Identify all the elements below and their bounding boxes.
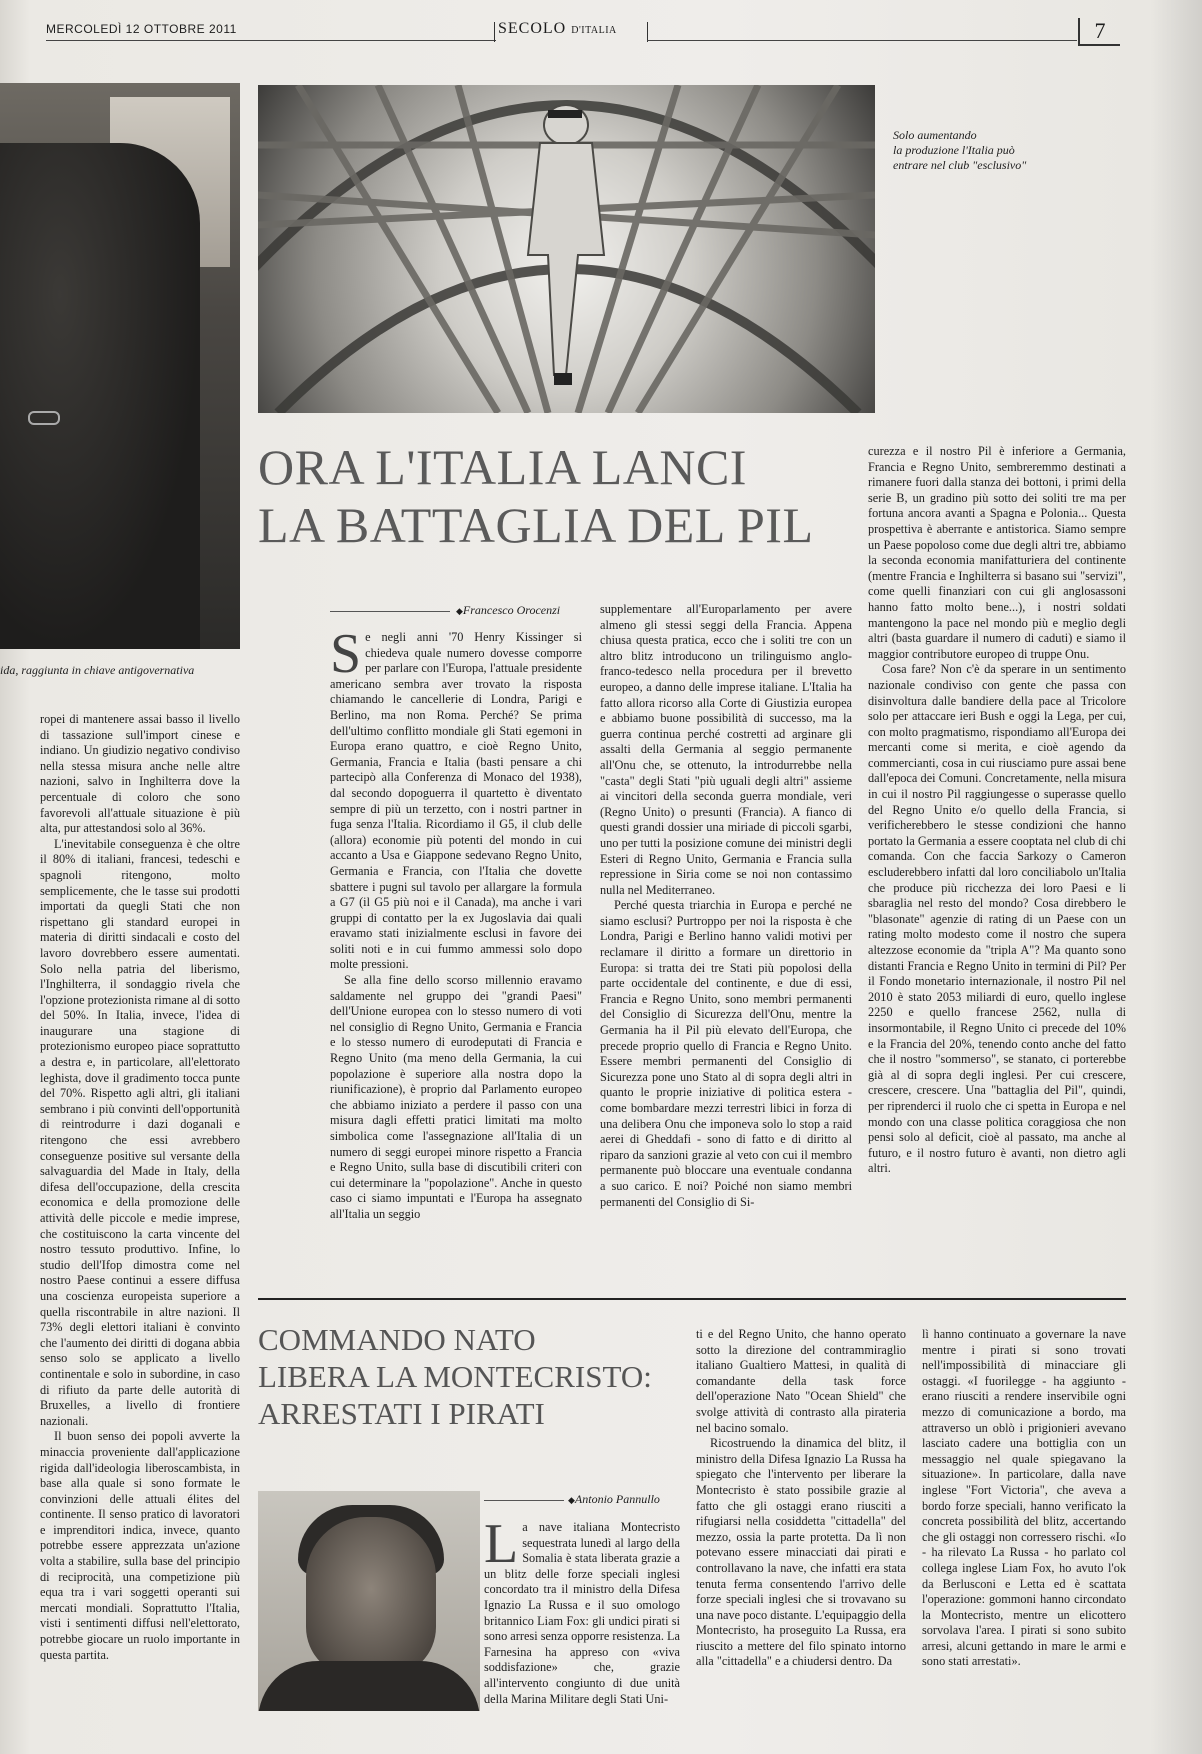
article2-headline (258, 1321, 718, 1432)
masthead (46, 20, 1121, 46)
headline-line: LA BATTAGLIA DEL PIL (258, 497, 814, 553)
masthead-bar-right (647, 22, 648, 42)
left-photo (0, 83, 240, 649)
article2-paragraph: ti e del Regno Unito, che hanno operato sotto la direzione del contrammiraglio italiano Gualtiero Mattesi, in qualità di comandante della task force dell'operazione Nato "Ocean Shield" che svolge attività di contrasto alla pirateria nel bacino somalo. (696, 1327, 906, 1435)
masthead-rule-right (647, 40, 1077, 41)
minister-portrait (258, 1491, 480, 1711)
dropcap: L (484, 1520, 519, 1575)
masthead-bar-left (494, 22, 495, 42)
worker-photo-illustration (258, 85, 875, 413)
article1-paragraph: supplementare all'Europarlamento per avere almeno gli stessi seggi della Francia. Appena chiusa questa pratica, ecco che i soliti tre con un altro blitz introducono un trilinguismo anglo-franco-tedesco nella procedura per il brevetto europeo, a danno delle imprese italiane. L'Italia ha fatto allora ricorso alla Corte di Giustizia europea e abbiamo buone possibilità di successo, ma la guerra continua perché costretti ad arginare gli assalti della Germania al seggio permanente all'Onu che, se ottenuto, la introdurrebbe nella "casta" degli Stati "più uguali degli altri" assieme ai vincitori della seconda guerra mondiale, veri (Regno Unito) o presunti (Francia). A fianco di questi grandi dossier una miriade di piccoli sgarbi, uno per tutti la posizione comune dei ministri degli Esteri di Regno Unito, Germania e Francia sulla repressione in Siria come se noi non contassimo nulla nel Mediterraneo. (600, 602, 852, 897)
masthead-rule-left (46, 40, 496, 41)
section-divider (258, 1298, 1126, 1300)
article1-paragraph: e negli anni '70 Henry Kissinger si chiedeva quale numero dovesse comporre per parlare con l'Europa, l'attuale presidente americano sembra aver trovato la risposta chiamando le cancellerie di Londra, Parigi e Berlino, ma non Roma. Perché? Se prima dell'ultimo conflitto mondiale gli Stati egemoni in Europa erano quattro, e cioè Regno Unito, Germania, Francia e Italia (basti pensare a chi partecipò alla Conferenza di Monaco del 1938), dal secondo dopoguerra il quartetto è diventato sempre di più un terzetto, con i nostri partner in fuga senza l'Italia. Ricordiamo il G5, il club delle (allora) economie più potenti del mondo in cui accanto a Usa e Giappone sedevano Regno Unito, Germania e Francia, con l'Italia che dovette sbattere i pugni sul tavolo per allargare la formula a G7 (il G5 più noi e il Canada), ma anche i vari gruppi di contatto per la ex Jugoslavia dai quali eravamo stati inizialmente esclusi in favore dei soliti noti e in cui fummo ammessi solo dopo molte pressioni. (330, 630, 582, 972)
article1-column-3 (868, 444, 1126, 1270)
masthead-title-main: SECOLO (498, 20, 567, 37)
byline-rule (330, 611, 450, 612)
article2-column-1 (484, 1520, 680, 1716)
article2-column-3 (922, 1327, 1126, 1717)
headline-line: LIBERA LA MONTECRISTO: (258, 1359, 652, 1394)
article1-paragraph: Se alla fine dello scorso millennio eravamo saldamente nel gruppo dei "grandi Paesi" dell'Unione europea con lo stesso numero di voti nel consiglio di Regno Unito, Germania e Francia e lo stesso numero di eurodeputati di Francia e Regno Unito (ma meno della Germania, la cui popolazione è superiore alla nostra dopo la riunificazione), è proprio dal Parlamento europeo che abbiamo iniziato a perdere il passo con una misura dagli effetti pratici limitati ma molto simbolica come l'assegnazione all'Italia di un numero di seggi europei minore rispetto a Francia e Regno Unito, sulla base di discutibili criteri con cui determinare la "popolazione". Anche in questo caso ci siamo impuntati e l'Europa ha assegnato all'Italia un seggio (330, 973, 582, 1221)
article2-paragraph: lì hanno continuato a governare la nave mentre i pirati si sono trovati nell'impossibilità di minacciare gli ostaggi. «I fuorilegge - ha aggiunto - erano riusciti a rendere inservibile ogni mezzo di comunicazione a bordo, ma attraverso un oblò i prigionieri avevano lasciato cadere una bottiglia con un messaggio nel quale spiegavano la situazione». In particolare, dalla nave inglese "Fort Victoria", che aveva a bordo forze speciali, hanno verificato la concreta possibilità del blitz, accertando che gli ostaggi non corressero rischi. «Io - ha rilevato La Russa - ho parlato col collega inglese Liam Fox, ho avuto l'ok da Berlusconi e Letta ed è scattata l'operazione: gommoni hanno circondato la Montecristo, mentre un elicottero sorvolava l'area. I pirati si sono subito arresi, alcuni gettando in mare le armi e sono stati arrestati». (922, 1327, 1126, 1669)
article1-paragraph: Cosa fare? Non c'è da sperare in un sentimento nazionale condiviso con gente che passa con disinvoltura dalle bandiere della pace al Tricolore solo per attaccare ieri Bush e oggi la Lega, per cui, con molto pragmatismo, rispondiamo all'Europa dei mercanti come si merita, e cioè agendo da commercianti, cosa in cui riusciamo pure assai bene dall'epoca dei Comuni. Concretamente, nella misura in cui il nostro Pil raggiungesse o superasse quello del Regno Unito e/o quello della Francia, si verificherebbero le stesse condizioni che hanno portato la Germania a essere cooptata nel club di chi comanda. Con che faccia Sarkozy o Cameron escluderebbero infatti dal loro conciliabolo un'Italia che produce più ricchezza dei loro Paesi e li sbaraglia nel resto del mondo? Cosa direbbero le "blasonate" agenzie di rating di un Paese con un rating molto modesto come il nostro che supera altezzose economie da "tripla A"? Ma quanto sono distanti Francia e Regno Unito in termini di Pil? Per il Fondo monetario internazionale, il nostro Pil nel 2010 è stato 2053 miliardi di euro, quello inglese 2250 e quello francese 2562, nulla di insormontabile, il Regno Unito ci precede del 10% e la Francia del 20%, tenendo conto anche del fatto che il nostro "sommerso", se stanato, ci porterebbe già al di sopra degli inglesi. Per cui crescere, crescere, crescere. Una "battaglia del Pil", quindi, per riprenderci il ruolo che ci spetta in Europa e nel mondo con una classe politica coraggiosa che non pensi solo al deficit, cioè al passato, ma anche al futuro, e il nostro futuro è avanti, non dietro agli altri. (868, 662, 1126, 1176)
article1-paragraph: curezza e il nostro Pil è inferiore a Germania, Francia e Regno Unito, sembreremmo destinati a rimanere fuori dalla stanza dei bottoni, i primi della serie B, un gradino più sotto dei soliti tre ma per fortuna ancora avanti a Spagna e Polonia... Questa prospettiva è aberrante e antistorica. Siamo sempre un Paese popoloso come due degli altri tre, abbiamo la seconda economia manifatturiera del continente (mentre Francia e Inghilterra si basano sui "servizi", come quelli finanziari con cui gli anglosassoni hanno fatto molto bene...), i nostri soldati mantengono la pace nel mondo più e meglio degli altri (basta guardare il numero di caduti) e siamo il maggior contributore europeo di truppe Onu. (868, 444, 1126, 661)
page-number: 7 (1078, 18, 1120, 46)
article1-headline (258, 438, 858, 554)
article1-column-2 (600, 602, 852, 1270)
article2-paragraph: a nave italiana Montecristo sequestrata lunedì al largo della Somalia è stata liberata grazie a un blitz delle forze speciali inglesi concordato tra il ministro della Difesa Ignazio La Russa e il suo omologo britannico Liam Fox: gli undici pirati si sono arresi senza opporre resistenza. La Farnesina ha appreso con «viva soddisfazione» che, grazie all'intervento congiunto di due unità della Marina Militare degli Stati Uni- (484, 1520, 680, 1706)
left-article-paragraph: Il buon senso dei popoli avverte la minaccia proveniente dall'applicazione rigida dall'ideologia liberoscambista, in base alla quale si sono formate le convinzioni delle attuali élites del continente. Il senso pratico di lavoratori e imprenditori indica, invece, quanto potrebbe essere apprezzata un'azione volta a stabilire, sulla base del principio di reciprocità, una competizione più equa tra i vari soggetti operanti sui mercati mondiali. Soprattutto l'Italia, visti i sentimenti diffusi nell'elettorato, potrebbe giocare un ruolo importante in questa partita. (40, 1429, 240, 1662)
dropcap: S (330, 630, 362, 685)
left-photo-pin (28, 411, 60, 425)
portrait-body (258, 1661, 480, 1711)
byline-rule (484, 1500, 564, 1501)
headline-line: ARRESTATI I PIRATI (258, 1396, 545, 1431)
article1-author: ◆ Francesco Orocenzi (456, 603, 560, 618)
caption-line: entrare nel club "esclusivo" (893, 158, 1027, 172)
left-article-column (40, 712, 240, 1714)
headline-line: COMMANDO NATO (258, 1322, 536, 1357)
page-edge-shadow (1150, 0, 1202, 1754)
headline-line: ORA L'ITALIA LANCI (258, 439, 747, 495)
article2-author: ◆ Antonio Pannullo (568, 1492, 660, 1507)
article2-column-2 (696, 1327, 906, 1717)
portrait-face (306, 1517, 436, 1677)
caption-line: la produzione l'Italia può (893, 143, 1015, 157)
article1-column-1 (330, 630, 582, 1270)
worker-photo-caption (893, 128, 1063, 173)
left-article-paragraph: L'inevitabile conseguenza è che oltre il 80% di italiani, francesi, tedeschi e spagnoli ritengono, molto semplicemente, che le tasse sui prodotti importati da quegli Stati che non rispettano gli standard europei in materia di diritti sindacali e costo del lavoro dovrebbero essere aumentati. Solo nella patria del liberismo, l'Inghilterra, il sondaggio rivela che l'opzione protezionista rimane al di sotto del 50%. In Italia, invece, l'idea di inaugurare una stagione di protezionismo europeo piace soprattutto a destra e, in particolare, all'elettorato leghista, dove il gradimento tocca punte del 70%. Rispetto agli altri, gli italiani sembrano i più convinti dell'opportunità di reintrodurre i dazi doganali e ritengono che essi avrebbero conseguenze positive sul versante della salvaguardia del Made in Italy, della difesa dell'occupazione, della crescita economica e della promozione delle attività delle piccole e medie imprese, che costituiscono la carta vincente del nostro tessuto produttivo. Infine, lo studio dell'Ifop dimostra come nel nostro Paese continui a essere diffusa una coscienza europeista superiore a quella riscontrabile in altre nazioni. Il 73% degli elettori italiani è convinto che l'aumento dei diritti di dogana abbia senso solo se applicato a livello continentale e solo in subordine, in caso di rifiuto da parte delle autorità di Bruxelles, a livello di frontiere nazionali. (40, 836, 240, 1428)
masthead-title (498, 20, 617, 38)
worker-photo (258, 85, 875, 413)
left-photo-figure (0, 143, 200, 649)
article1-paragraph: Perché questa triarchia in Europa e perché ne siamo esclusi? Purtroppo per noi la risposta è che Londra, Parigi e Berlino hanno validi motivi per reclamare il diritto a formare un direttorio in Europa: si tratta dei tre Stati più popolosi della parte occidentale del continente, e due di essi, Francia e Regno Unito, sono membri permanenti del Consiglio di Sicurezza dell'Onu, mentre la Germania ha il Pil più elevato dell'Europa, che precede proprio quello di Francia e Regno Unito. Essere membri permanenti del Consiglio di Sicurezza pone uno Stato al di sopra degli altri in quanto le proprie iniziative di politica estera - come bombardare mezzi terrestri libici in forza di una delibera Onu che imponeva solo lo stop a raid aerei di Gheddafi - sono di fatto e di diritto al riparo da sanzioni grazie al veto con cui il membro permanente può bloccare una eventuale condanna a suo carico. E noi? Poiché non siamo membri permanenti del Consiglio di Si- (600, 898, 852, 1209)
masthead-date: MERCOLEDÌ 12 OTTOBRE 2011 (46, 22, 237, 36)
article2-paragraph: Ricostruendo la dinamica del blitz, il ministro della Difesa Ignazio La Russa ha spiegato che l'intervento per liberare la Montecristo è stato possibile grazie al fatto che gli ostaggi erano riusciti a rifugiarsi nella cosiddetta "cittadella" del mezzo, ossia la parte protetta. Da lì non potevano essere minacciati dai pirati e controllavano la nave, che infatti era stata tenuta ferma consentendo l'arrivo delle forze speciali inglesi che si trovavano su una nave poco distante. L'equipaggio della Montecristo, ha proseguito La Russa, era riuscito a mettere del filo spinato intorno alla "cittadella" e a chiudersi dentro. Da (696, 1436, 906, 1669)
left-photo-caption: ida, raggiunta in chiave antigovernativa (0, 663, 195, 677)
left-article-paragraph: ropei di mantenere assai basso il livello di tassazione sull'import cinese e indiano. Un giudizio negativo condiviso nella stessa misura anche nelle altre nazioni, salvo in Inghilterra dove la percentuale di coloro che sono favorevoli all'attuale situazione è più alta, pur attestandosi solo al 36%. (40, 712, 240, 836)
masthead-title-small: D'ITALIA (571, 25, 617, 36)
caption-line: Solo aumentando (893, 128, 977, 142)
